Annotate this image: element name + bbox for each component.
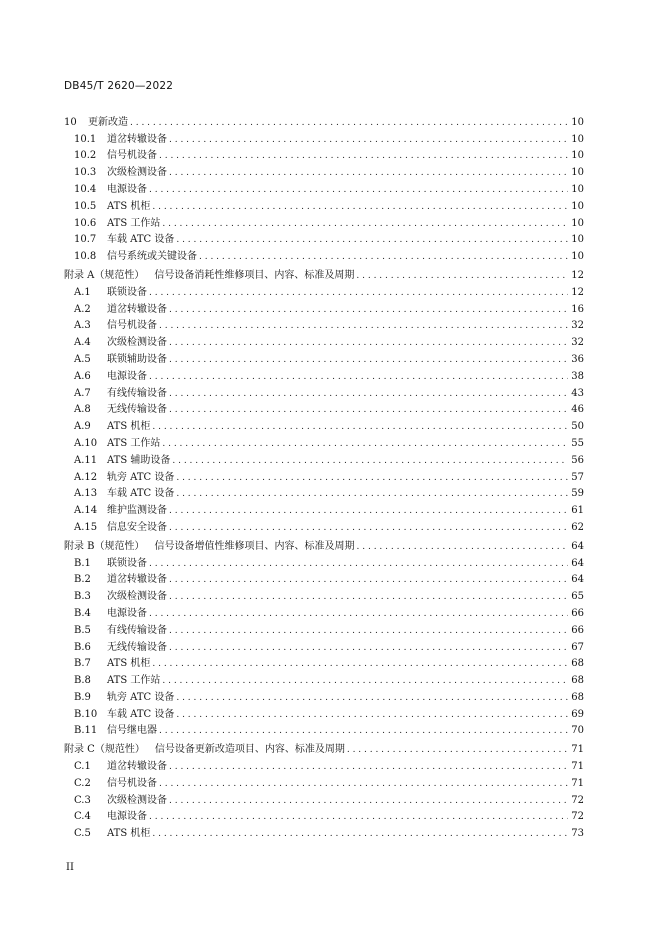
toc-entry[interactable] [64, 586, 584, 603]
toc-entry[interactable] [64, 246, 584, 263]
toc-leader-dots [169, 404, 568, 416]
toc-entry-title: ATS 工作站 [107, 675, 161, 687]
toc-entry[interactable] [64, 517, 584, 534]
toc-entry[interactable] [64, 162, 584, 179]
toc-entry-number: A.1 [74, 286, 91, 298]
toc-entry-page: 59 [571, 488, 584, 500]
toc-entry-title: 联锁设备 [107, 286, 147, 298]
toc-entry[interactable] [64, 416, 584, 433]
toc-entry-number: C.3 [74, 794, 91, 806]
toc-entry-number: A.3 [74, 320, 91, 332]
toc-leader-dots [356, 270, 568, 282]
toc-entry-title: 信号机设备 [107, 320, 157, 332]
toc-entry-page: 64 [571, 574, 584, 586]
toc-entry[interactable] [64, 570, 584, 587]
toc-entry[interactable] [64, 790, 584, 807]
toc-entry[interactable] [64, 773, 584, 790]
toc-entry-number: B.10 [74, 708, 98, 720]
toc-entry-label [64, 150, 157, 162]
toc-leader-dots [149, 558, 568, 570]
toc-entry-page: 71 [571, 744, 584, 756]
toc-entry-page: 10 [571, 217, 584, 229]
toc-entry[interactable] [64, 807, 584, 824]
toc-entry-page: 68 [571, 675, 584, 687]
toc-entry-number: A.7 [74, 387, 91, 399]
toc-entry-label [64, 270, 354, 282]
toc-entry-page: 55 [571, 437, 584, 449]
toc-entry-label [64, 778, 157, 790]
toc-leader-dots [169, 522, 568, 534]
toc-entry[interactable] [64, 721, 584, 738]
toc-entry-title: 车载 ATC 设备 [107, 488, 175, 500]
toc-entry-label [64, 675, 160, 687]
toc-entry-page: 50 [571, 421, 584, 433]
toc-leader-dots [176, 488, 568, 500]
toc-leader-dots [169, 574, 568, 586]
toc-entry-page: 10 [571, 116, 584, 128]
toc-entry-number: C.2 [74, 777, 91, 789]
toc-entry-number: 附录 C（规范性） [64, 744, 145, 756]
toc-entry-number: 10 [64, 116, 77, 128]
toc-entry-label [64, 234, 174, 246]
toc-entry-page: 10 [571, 183, 584, 195]
toc-entry-label [64, 455, 170, 467]
toc-entry-label [64, 438, 160, 450]
toc-entry-number: 10.3 [74, 167, 97, 179]
toc-entry-page: 61 [571, 505, 584, 517]
toc-entry-label [64, 201, 150, 213]
toc-entry-number: A.13 [74, 488, 98, 500]
toc-entry-title: 信号设备更新改造项目、内容、标准及周期 [154, 744, 345, 756]
toc-leader-dots [199, 251, 568, 263]
toc-entry[interactable] [64, 450, 584, 467]
toc-entry[interactable] [64, 213, 584, 230]
toc-appendix-entry[interactable] [64, 536, 584, 553]
toc-entry-label [64, 337, 167, 349]
toc-entry-label [64, 541, 355, 553]
toc-leader-dots [130, 117, 568, 129]
toc-leader-dots [169, 167, 568, 179]
toc-entry[interactable] [64, 146, 584, 163]
toc-entry-page: 66 [571, 624, 584, 636]
toc-entry-label [64, 709, 174, 721]
toc-entry-label [64, 287, 147, 299]
toc-entry-page: 43 [571, 387, 584, 399]
toc-entry-page: 10 [571, 167, 584, 179]
toc-entry-number: 10.6 [74, 217, 97, 229]
toc-entry-number: B.1 [74, 557, 91, 569]
toc-leader-dots [152, 658, 568, 670]
toc-entry-number: A.6 [74, 370, 91, 382]
toc-leader-dots [172, 455, 568, 467]
toc-entry-page: 64 [571, 557, 584, 569]
toc-leader-dots [149, 608, 568, 620]
toc-entry-title: 道岔转辙设备 [107, 574, 167, 586]
page-number: II [66, 862, 74, 873]
toc-entry-page: 69 [571, 708, 584, 720]
toc-entry[interactable] [64, 433, 584, 450]
toc-leader-dots [169, 134, 568, 146]
toc-entry-page: 10 [571, 234, 584, 246]
toc-entry[interactable] [64, 383, 584, 400]
toc-entry[interactable] [64, 484, 584, 501]
toc-entry[interactable] [64, 400, 584, 417]
toc-entry[interactable] [64, 316, 584, 333]
toc-entry-title: 道岔转辙设备 [107, 133, 167, 145]
toc-entry[interactable] [64, 823, 584, 840]
toc-entry-number: 10.7 [74, 234, 97, 246]
toc-entry-label [64, 184, 147, 196]
toc-entry-label [64, 558, 147, 570]
toc-entry-label [64, 505, 167, 517]
toc-entry-title: ATS 机柜 [107, 421, 151, 433]
toc-entry-number: A.5 [74, 353, 91, 365]
toc-entry-label [64, 320, 157, 332]
toc-entry[interactable] [64, 637, 584, 654]
toc-entry-title: 电源设备 [107, 183, 147, 195]
toc-entry-page: 10 [571, 251, 584, 263]
toc-entry-label [64, 725, 157, 737]
toc-entry-title: 信息安全设备 [107, 521, 167, 533]
toc-entry-number: A.14 [74, 505, 98, 517]
toc-leader-dots [159, 778, 568, 790]
toc-leader-dots [176, 472, 568, 484]
toc-entry-number: 10.8 [74, 251, 97, 263]
toc-entry-label [64, 404, 167, 416]
toc-entry[interactable] [64, 704, 584, 721]
toc-entry-number: 附录 A（规范性） [64, 269, 145, 281]
toc-leader-dots [169, 642, 568, 654]
toc-entry-page: 32 [571, 320, 584, 332]
toc-entry[interactable] [64, 620, 584, 637]
toc-entry-page: 32 [571, 337, 584, 349]
toc-entry-number: C.1 [74, 761, 91, 773]
toc-leader-dots [149, 287, 568, 299]
toc-leader-dots [162, 218, 568, 230]
toc-leader-dots [169, 354, 568, 366]
standard-code: DB45/T 2620—2022 [64, 80, 174, 92]
toc-entry-title: ATS 工作站 [107, 217, 161, 229]
toc-entry[interactable] [64, 756, 584, 773]
toc-entry-number: B.5 [74, 624, 91, 636]
toc-leader-dots [149, 371, 568, 383]
toc-entry-number: 10.2 [74, 150, 97, 162]
toc-entry-number: C.5 [74, 828, 91, 840]
toc-entry-number: B.2 [74, 574, 91, 586]
toc-entry-number: A.11 [74, 454, 98, 466]
toc-entry[interactable] [64, 230, 584, 247]
toc-entry-label [64, 591, 167, 603]
toc-entry-number: A.4 [74, 337, 91, 349]
toc-entry-label [64, 795, 167, 807]
toc-entry-page: 62 [571, 521, 584, 533]
toc-entry-number: A.2 [74, 303, 91, 315]
toc-entry-page: 57 [571, 471, 584, 483]
toc-entry-title: 联锁辅助设备 [107, 353, 167, 365]
toc-entry-title: 次级检测设备 [107, 794, 167, 806]
toc-entry-title: 有线传输设备 [107, 387, 167, 399]
toc-entry-number: B.9 [74, 691, 91, 703]
toc-entry-page: 12 [571, 269, 584, 281]
toc-entry-title: 车载 ATC 设备 [107, 234, 175, 246]
toc-entry-label [64, 642, 167, 654]
toc-entry-number: B.3 [74, 591, 91, 603]
toc-entry-label [64, 117, 128, 129]
toc-entry-number: A.8 [74, 404, 91, 416]
toc-entry-page: 46 [571, 404, 584, 416]
toc-entry-title: 道岔转辙设备 [107, 761, 167, 773]
toc-leader-dots [169, 625, 568, 637]
toc-entry-number: B.8 [74, 675, 91, 687]
toc-entry-page: 12 [571, 286, 584, 298]
toc-leader-dots [152, 828, 568, 840]
toc-appendix-entry[interactable] [64, 739, 584, 756]
toc-entry-number: B.6 [74, 641, 91, 653]
toc-leader-dots [169, 761, 568, 773]
toc-entry-title: ATS 机柜 [107, 200, 151, 212]
toc-entry-title: 次级检测设备 [107, 591, 167, 603]
toc-entry-page: 64 [571, 540, 584, 552]
toc-leader-dots [169, 304, 568, 316]
toc-leader-dots [357, 541, 569, 553]
toc-entry-title: 信号设备增值性维修项目、内容、标准及周期 [154, 540, 355, 552]
toc-entry-page: 56 [571, 454, 584, 466]
toc-entry-label [64, 692, 174, 704]
toc-entry-page: 71 [571, 761, 584, 773]
toc-entry-label [64, 421, 150, 433]
toc-leader-dots [159, 150, 568, 162]
toc-entry-label [64, 167, 167, 179]
toc-entry-title: 更新改造 [88, 116, 128, 128]
toc-entry-title: 车载 ATC 设备 [107, 708, 175, 720]
toc-entry[interactable] [64, 282, 584, 299]
toc-entry-number: B.4 [74, 607, 91, 619]
toc-entry-title: ATS 工作站 [107, 437, 161, 449]
toc-entry-title: ATS 辅助设备 [107, 454, 171, 466]
toc-entry-number: A.12 [74, 471, 98, 483]
toc-entry-title: ATS 机柜 [107, 828, 151, 840]
toc-leader-dots [176, 692, 568, 704]
toc-entry-title: 无线传输设备 [107, 641, 167, 653]
toc-entry-number: B.11 [74, 725, 98, 737]
toc-entry-title: 有线传输设备 [107, 624, 167, 636]
toc-entry-title: 信号机设备 [107, 150, 157, 162]
toc-entry[interactable] [64, 196, 584, 213]
toc-entry-label [64, 354, 167, 366]
toc-entry-page: 71 [571, 777, 584, 789]
toc-leader-dots [169, 337, 568, 349]
toc-entry-title: 电源设备 [107, 370, 147, 382]
toc-entry-page: 68 [571, 691, 584, 703]
toc-leader-dots [169, 591, 568, 603]
table-of-contents [64, 112, 584, 840]
toc-entry-label [64, 388, 167, 400]
toc-entry[interactable] [64, 670, 584, 687]
toc-entry[interactable] [64, 366, 584, 383]
toc-entry-number: C.4 [74, 811, 91, 823]
toc-entry-page: 10 [571, 133, 584, 145]
toc-leader-dots [347, 744, 568, 756]
toc-entry-title: 信号设备消耗性维修项目、内容、标准及周期 [154, 269, 355, 281]
toc-entry-number: A.9 [74, 421, 91, 433]
toc-entry-label [64, 304, 167, 316]
toc-entry-label [64, 218, 160, 230]
toc-entry-page: 67 [571, 641, 584, 653]
toc-entry[interactable] [64, 299, 584, 316]
toc-entry-title: 轨旁 ATC 设备 [107, 471, 175, 483]
toc-entry-label [64, 251, 197, 263]
toc-entry-page: 73 [571, 828, 584, 840]
toc-entry-label [64, 608, 147, 620]
toc-leader-dots [149, 811, 568, 823]
toc-entry-number: 附录 B（规范性） [64, 540, 145, 552]
toc-entry-label [64, 744, 345, 756]
toc-entry-label [64, 625, 167, 637]
toc-entry-label [64, 488, 174, 500]
toc-entry-number: 10.5 [74, 200, 97, 212]
toc-entry-title: 次级检测设备 [107, 167, 167, 179]
toc-leader-dots [169, 388, 568, 400]
toc-leader-dots [162, 675, 568, 687]
toc-entry-label [64, 828, 150, 840]
toc-leader-dots [169, 795, 568, 807]
toc-entry[interactable] [64, 500, 584, 517]
toc-entry[interactable] [64, 467, 584, 484]
toc-entry-label [64, 134, 167, 146]
toc-entry-title: 电源设备 [107, 607, 147, 619]
toc-entry-title: 维护监测设备 [107, 505, 167, 517]
toc-entry-title: 联锁设备 [107, 557, 147, 569]
toc-entry-label [64, 811, 147, 823]
toc-entry-title: 信号系统或关键设备 [107, 251, 197, 263]
toc-leader-dots [152, 421, 568, 433]
toc-entry[interactable] [64, 332, 584, 349]
toc-leader-dots [152, 201, 568, 213]
toc-entry-page: 70 [571, 725, 584, 737]
toc-entry-label [64, 371, 147, 383]
toc-entry[interactable] [64, 129, 584, 146]
toc-entry-title: 信号机设备 [107, 777, 157, 789]
toc-entry-number: A.15 [74, 521, 98, 533]
toc-entry[interactable] [64, 112, 584, 129]
toc-entry-number: 10.1 [74, 133, 97, 145]
toc-entry-number: 10.4 [74, 183, 97, 195]
toc-entry[interactable] [64, 179, 584, 196]
toc-entry-title: 次级检测设备 [107, 337, 167, 349]
toc-entry-title: 轨旁 ATC 设备 [107, 691, 175, 703]
toc-entry-label [64, 658, 150, 670]
toc-entry-page: 10 [571, 150, 584, 162]
toc-entry[interactable] [64, 603, 584, 620]
toc-entry-page: 65 [571, 591, 584, 603]
toc-appendix-entry[interactable] [64, 265, 584, 282]
toc-leader-dots [149, 184, 568, 196]
toc-entry-title: 信号继电器 [107, 725, 157, 737]
toc-entry-page: 16 [571, 303, 584, 315]
toc-entry-page: 38 [571, 370, 584, 382]
toc-entry-page: 72 [571, 811, 584, 823]
toc-entry-page: 66 [571, 607, 584, 619]
toc-leader-dots [159, 725, 568, 737]
toc-entry-number: A.10 [74, 437, 98, 449]
toc-entry-label [64, 472, 174, 484]
toc-entry-label [64, 574, 167, 586]
toc-entry-page: 36 [571, 353, 584, 365]
toc-entry[interactable] [64, 687, 584, 704]
toc-entry[interactable] [64, 553, 584, 570]
toc-entry-title: 电源设备 [107, 811, 147, 823]
toc-leader-dots [176, 234, 568, 246]
toc-entry-title: ATS 机柜 [107, 658, 151, 670]
toc-leader-dots [169, 505, 568, 517]
toc-entry-page: 72 [571, 794, 584, 806]
toc-entry[interactable] [64, 349, 584, 366]
toc-entry-page: 10 [571, 200, 584, 212]
toc-entry-title: 道岔转辙设备 [107, 303, 167, 315]
toc-entry-label [64, 761, 167, 773]
toc-leader-dots [176, 709, 568, 721]
toc-entry[interactable] [64, 654, 584, 671]
toc-entry-label [64, 522, 167, 534]
toc-entry-page: 68 [571, 658, 584, 670]
toc-entry-number: B.7 [74, 658, 91, 670]
toc-leader-dots [159, 320, 568, 332]
toc-entry-title: 无线传输设备 [107, 404, 167, 416]
toc-leader-dots [162, 438, 568, 450]
